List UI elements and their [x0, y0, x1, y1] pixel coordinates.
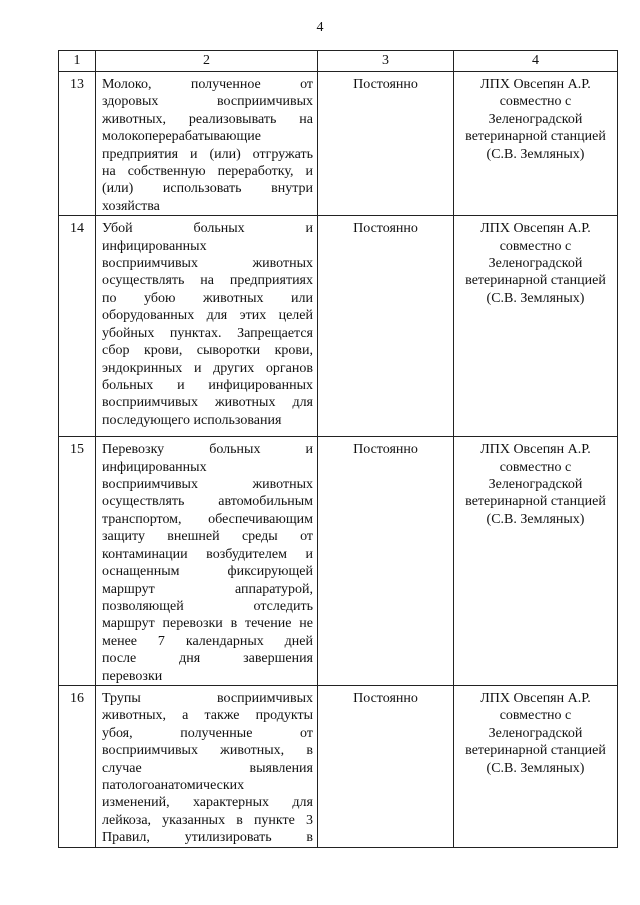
- executor-line: ветеринарной станцией: [465, 494, 606, 510]
- description-line: защиту внешней среды от: [102, 529, 313, 545]
- executor-line: ЛПХ Овсепян А.Р.: [480, 221, 591, 237]
- executor-line: ЛПХ Овсепян А.Р.: [480, 77, 591, 92]
- executor-line: ветеринарной станцией: [465, 273, 606, 289]
- description-line: патологоанатомических: [102, 777, 245, 793]
- table-header-row: [59, 51, 618, 72]
- measure-description: [96, 72, 318, 216]
- row-number: 13: [59, 72, 96, 216]
- description-line: позволяющей отследить: [102, 598, 313, 614]
- description-line: больных и инфицированных: [102, 377, 313, 393]
- executor-line: Зеленоградской: [488, 111, 583, 127]
- description-line: инфицированных: [102, 459, 207, 475]
- table-row: [59, 685, 618, 847]
- executor-line: (С.В. Земляных): [486, 760, 585, 776]
- header-col-number: 1: [59, 51, 96, 72]
- description-line: восприимчивых животных, в: [102, 743, 313, 759]
- period-cell: Постоянно: [318, 216, 454, 437]
- measure-description: [96, 437, 318, 686]
- description-line: последующего использования: [102, 412, 282, 428]
- executor-cell: [454, 72, 618, 216]
- measure-description: [96, 216, 318, 437]
- description-line: лейкоза, указанных в пункте 3: [102, 812, 313, 828]
- measures-table: [58, 50, 618, 848]
- description-line: эндокринных и других органов: [102, 360, 313, 376]
- executor-line: совместно с: [499, 459, 572, 475]
- description-line: убойных пунктах. Запрещается: [102, 325, 313, 341]
- executor-line: ветеринарной станцией: [465, 743, 606, 759]
- executor-cell: [454, 685, 618, 847]
- description-line: Трупы восприимчивых: [102, 690, 313, 706]
- executor-line: ЛПХ Овсепян А.Р.: [480, 442, 591, 458]
- executor-line: (С.В. Земляных): [486, 290, 585, 306]
- description-line: оборудованных для этих целей: [102, 308, 313, 324]
- description-line: после дня завершения: [102, 651, 313, 667]
- period-cell: Постоянно: [318, 72, 454, 216]
- row-number: 16: [59, 685, 96, 847]
- table-row: [59, 216, 618, 437]
- page-number: 4: [316, 20, 324, 35]
- executor-line: совместно с: [499, 94, 572, 110]
- description-line: перевозки: [102, 668, 163, 684]
- description-line: маршрут аппаратурой,: [102, 581, 313, 597]
- description-line: здоровых восприимчивых: [102, 94, 313, 110]
- executor-cell: [454, 216, 618, 437]
- description-line: хозяйства: [102, 198, 160, 214]
- measure-description: [96, 685, 318, 847]
- executor-cell: [454, 437, 618, 686]
- description-line: сбор крови, сыворотки крови,: [102, 343, 313, 359]
- description-line: молокоперерабатывающие: [102, 129, 261, 145]
- description-line: изменений, характерных для: [102, 795, 313, 811]
- executor-line: ветеринарной станцией: [465, 129, 606, 145]
- description-line: контаминации возбудителем и: [102, 546, 313, 562]
- description-line: менее 7 календарных дней: [102, 633, 313, 649]
- description-line: по убою животных или: [102, 290, 313, 306]
- description-line: животных, реализовывать на: [102, 111, 313, 127]
- description-line: случае выявления: [102, 760, 313, 776]
- row-number: 15: [59, 437, 96, 686]
- description-line: восприимчивых животных для: [102, 395, 313, 411]
- description-line: восприимчивых животных: [102, 477, 313, 493]
- period-cell: Постоянно: [318, 685, 454, 847]
- description-line: осуществлять автомобильным: [102, 494, 313, 510]
- description-line: осуществлять на предприятиях: [102, 273, 313, 289]
- description-line: предприятия и (или) отгружать: [102, 146, 313, 162]
- description-line: транспортом, обеспечивающим: [102, 511, 313, 527]
- description-line: оснащенным фиксирующей: [102, 564, 313, 580]
- executor-line: совместно с: [499, 238, 572, 254]
- executor-line: Зеленоградской: [488, 725, 583, 741]
- description-line: инфицированных: [102, 238, 207, 254]
- description-line: Убой больных и: [102, 221, 313, 237]
- description-line: на собственную переработку, и: [102, 164, 313, 180]
- description-line: убоя, полученные от: [102, 725, 313, 741]
- description-line: восприимчивых животных: [102, 256, 313, 272]
- executor-line: Зеленоградской: [488, 477, 583, 493]
- description-line: Перевозку больных и: [102, 442, 313, 458]
- executor-line: Зеленоградской: [488, 256, 583, 272]
- period-cell: Постоянно: [318, 437, 454, 686]
- description-line: животных, а также продукты: [102, 708, 313, 724]
- table-row: [59, 437, 618, 686]
- executor-line: ЛПХ Овсепян А.Р.: [480, 690, 591, 706]
- description-line: маршрут перевозки в течение не: [102, 616, 313, 632]
- executor-line: совместно с: [499, 708, 572, 724]
- row-number: 14: [59, 216, 96, 437]
- table-row: [59, 72, 618, 216]
- header-col-period: 3: [318, 51, 454, 72]
- description-line: Правил, утилизировать в: [102, 830, 313, 846]
- header-col-executor: 4: [454, 51, 618, 72]
- description-line: Молоко, полученное от: [102, 77, 313, 92]
- executor-line: (С.В. Земляных): [486, 511, 585, 527]
- header-col-measure: 2: [96, 51, 318, 72]
- description-line: (или) использовать внутри: [102, 181, 313, 197]
- executor-line: (С.В. Земляных): [486, 146, 585, 162]
